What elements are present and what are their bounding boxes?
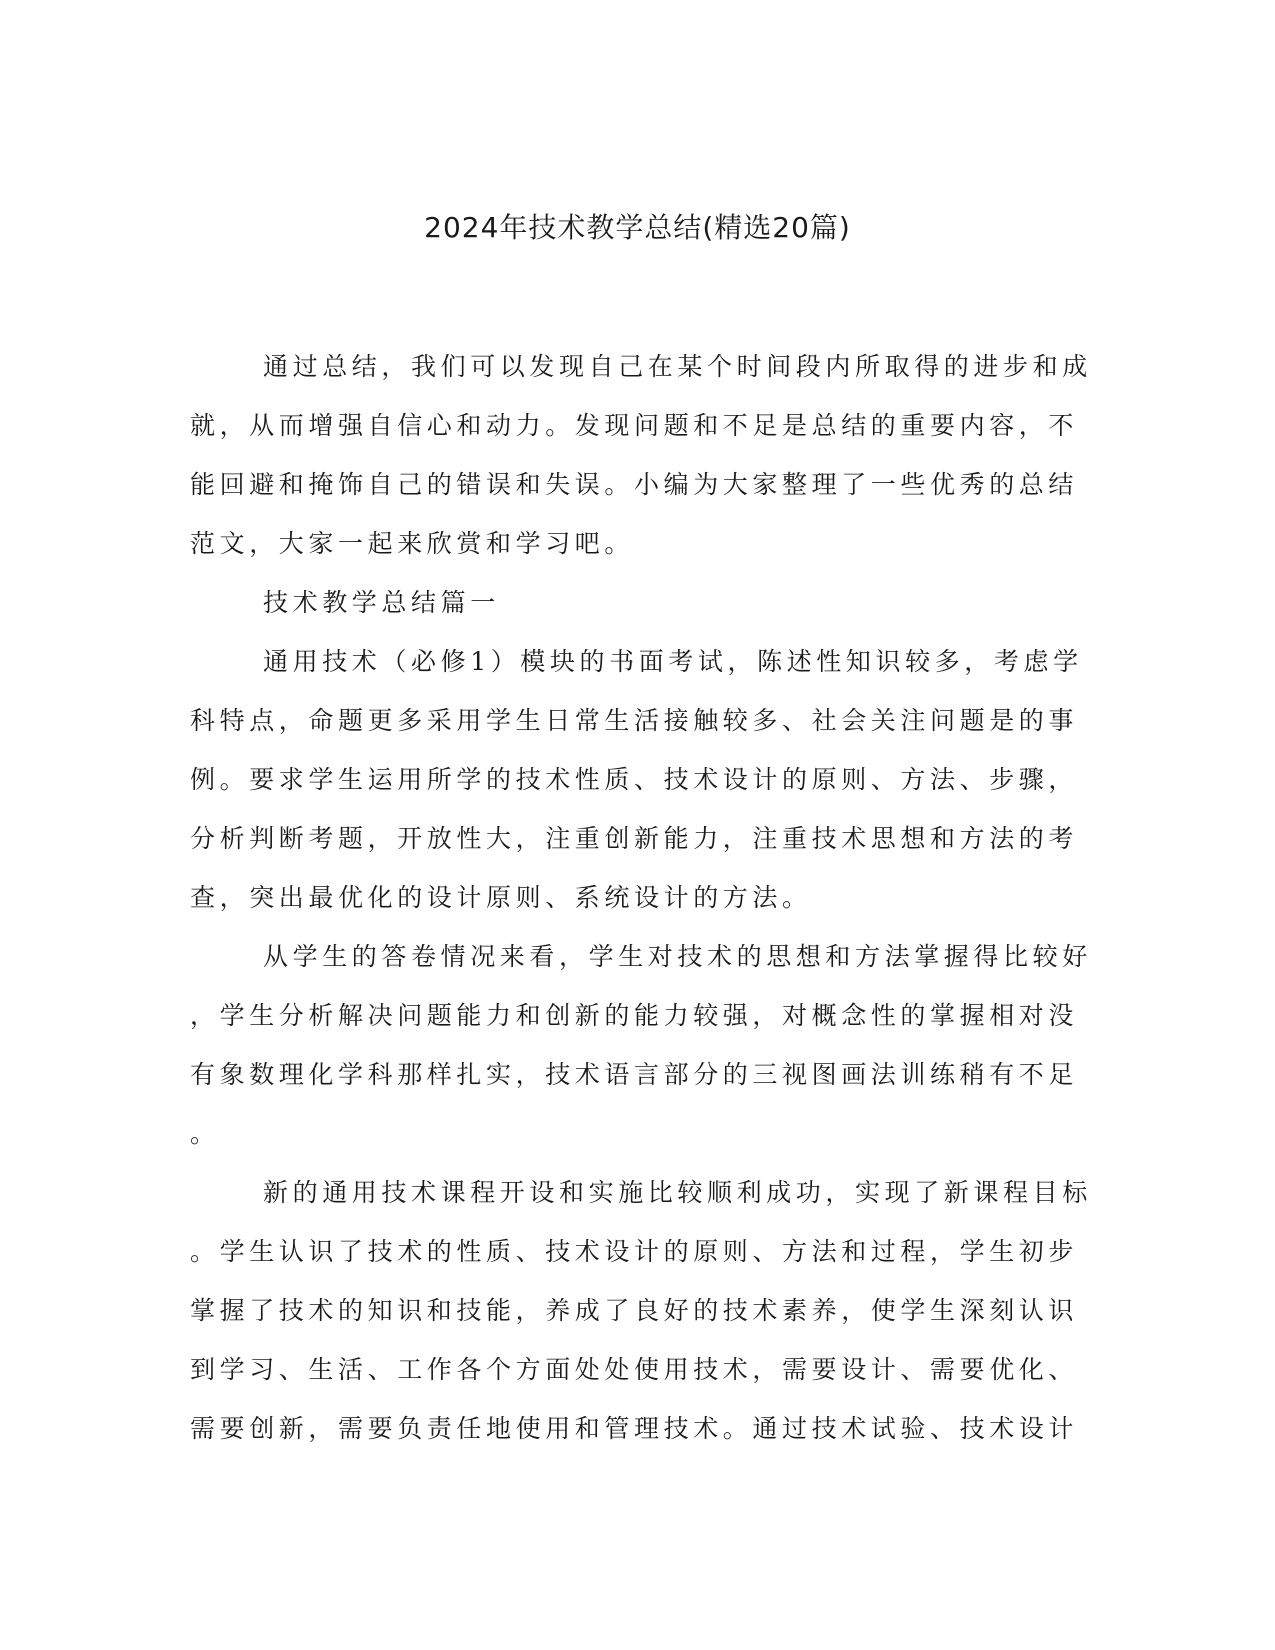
text-line: 。学生认识了技术的性质、技术设计的原则、方法和过程，学生初步: [190, 1237, 1079, 1266]
text-line: 掌握了技术的知识和技能，养成了良好的技术素养，使学生深刻认识: [190, 1296, 1079, 1325]
text-line: 新的通用技术课程开设和实施比较顺利成功，实现了新课程目标: [263, 1178, 1092, 1207]
text-line: 需要创新，需要负责任地使用和管理技术。通过技术试验、技术设计: [190, 1414, 1079, 1443]
text-line: 科特点，命题更多采用学生日常生活接触较多、社会关注问题是的事: [190, 706, 1079, 735]
text-line: 。: [190, 1119, 220, 1148]
text-line: 到学习、生活、工作各个方面处处使用技术，需要设计、需要优化、: [190, 1355, 1079, 1384]
section-heading: 技术教学总结篇一: [263, 588, 500, 617]
text-line: 分析判断考题，开放性大，注重创新能力，注重技术思想和方法的考: [190, 824, 1079, 853]
text-line: 通过总结，我们可以发现自己在某个时间段内所取得的进步和成: [263, 352, 1092, 381]
text-line: 通用技术（必修1）模块的书面考试，陈述性知识较多，考虑学: [263, 647, 1083, 676]
text-line: 能回避和掩饰自己的错误和失误。小编为大家整理了一些优秀的总结: [190, 470, 1079, 499]
document-title: 2024年技术教学总结(精选20篇): [424, 211, 851, 244]
text-line: 查，突出最优化的设计原则、系统设计的方法。: [190, 883, 812, 912]
text-line: 范文，大家一起来欣赏和学习吧。: [190, 529, 635, 558]
text-line: 从学生的答卷情况来看，学生对技术的思想和方法掌握得比较好: [263, 942, 1092, 971]
text-line: 有象数理化学科那样扎实，技术语言部分的三视图画法训练稍有不足: [190, 1060, 1079, 1089]
text-line: 就，从而增强自信心和动力。发现问题和不足是总结的重要内容，不: [190, 411, 1079, 440]
text-line: ，学生分析解决问题能力和创新的能力较强，对概念性的掌握相对没: [190, 1001, 1079, 1030]
text-line: 例。要求学生运用所学的技术性质、技术设计的原则、方法、步骤，: [190, 765, 1079, 794]
